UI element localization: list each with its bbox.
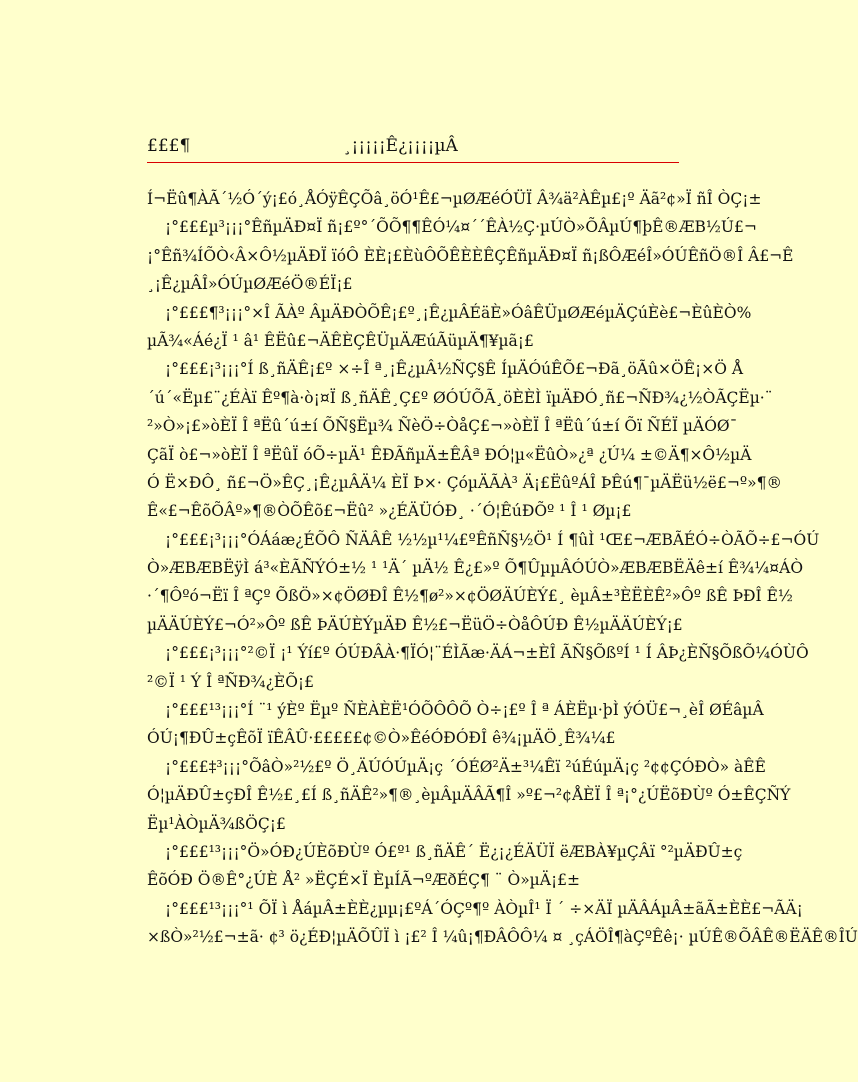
text-line: ´ú´«Ëµ£¨¿ÉÀï Êº¶à·ò¡¤Ï ß¸ñÄÊ¸Ç£º ØÓÚÕÃ¸öÈÈÌ ïµÄÐÓ¸ñ£¬ÑÐ¾¿½ÒÃÇËµ·¨ [147,388,773,407]
text-line: ¸¡Ê¿µÂÎ»ÓÚµØÆéÖ®ÉÏ¡£ [147,275,353,294]
text-line: ²»Ò»¡£»òÈÏ Î ªËû´ú±í ÕÑ§Ëµ¾ ÑèÖ÷ÒåÇ£¬»òÈÏ Î ªËû´ú±í Õï ÑÉÏ µÄÓØ¯ [147,417,738,436]
text-line: ¡°£££¹³¡¡¡°Í ¨¹ ýÈº Ëµº ÑÈÀÈË¹ÓÕÔÔÕ Ò÷¡£º Î ª ÁÈËµ·þÌ ýÓÜ£¬¸èÎ ØÉâµÂ [165,701,764,720]
text-line: Ëµ¹ÀÒµÄ¾ßÖÇ¡£ [147,814,286,833]
text-line: µÄÄÚÈÝ£¬Ó²»Ôº ßÊ ÞÄÚÈÝµÄÐ Ê½£¬ËüÖ÷ÒåÔÚÐ Ê½µÄÄÚÈÝ¡£ [147,615,683,634]
text-line: ÇãÏ ò£¬»òÈÏ Î ªËûÏ óÕ÷µÄ¹ ÊÐÃñµÄ±ÊÂª ÐÓ¦µ«ËûÒ»¿ª ¿Ú¼ ±©Ä¶×Ô½µÄ [147,445,752,464]
text-line: ·´¶Ôºó¬Ëï Î ªÇº ÕßÖ»×¢ÖØÐÎ Ê½¶ø²»×¢ÖØÄÚÈÝ£¸ èµÂ±³ÈËÈÊ²»Ôº ßÊ ÞÐÎ Ê½ [147,587,793,606]
text-line: Ó Ë×ÐÔ¸ ñ£¬Ö»ÊÇ¸¡Ê¿µÂÄ¼ ÈÏ Þ×· ÇóµÄÃÀ³ Ä¡£ËûºÁÎ ÞÊú¶¯µÄËü½ë£¬º»¶® [147,473,782,492]
text-line: ¡°£££¹³¡¡¡°Ö»ÓÐ¿ÚÈõÐÙº Ó£º¹ ß¸ñÄÊ´ Ë¿¡¿ÉÄÜÏ ëÆBÀ¥µÇÂï °²µÄÐÛ±ç [165,842,743,861]
text-line: ¡°Êñ¾ÍÕÒ‹Â×Ô½µÄÐÏ ïóÔ ÈÈ¡£ÈùÔÕÊÈÈÊÇÊñµÄÐ¤Ï ñ¡ßÔÆéÎ»ÓÚÊñÖ®Î Â£¬Ê [147,246,794,265]
text-line: µÃ¾«Áé¿Ï ¹ â¹ ÊËû£¬ÄÊÈÇÊÜµÄÆúÃüµÄ¶¥µã¡£ [147,331,534,350]
text-line: ¡°£££¡³¡¡¡°²©Ï ¡¹ Ýí£º ÓÚÐÂÀ·¶ÏÓ¦¨ÉÌÃæ·ÄÁ¬±ÈÎ ÃÑ§ÕßºÍ ¹ Í ÂÞ¿ÈÑ§ÕßÕ¼ÓÙÔ [165,644,809,663]
text-line: ¡°£££¹³¡¡¡°¹ ÕÏ ì ÅáµÂ±ÈÈ¿µµ¡£ºÁ´ÓÇº¶º ÀÒµÎ¹ Ï ´ ÷×ÄÏ µÄÂÁµÂ±ãÃ±ÈÈ£¬ÃÄ¡ [165,899,803,918]
body-text [147,185,858,952]
text-line: ÊõÓÐ Ö®Ê°¿ÚÈ Å² »ËÇÉ×Ï ÈµÍÃ¬ºÆðÉÇ¶ ¨ Ò»µÄ¡£± [147,871,581,890]
text-line: Ê«£¬ÊõÕÂº»¶®ÒÕÊõ£¬Ëû² »¿ÉÄÜÓÐ¸ ·´Ó¦ÊúÐÕº ¹ Î ¹ Øµ¡£ [147,502,632,521]
text-line: ¡°£££µ³¡¡¡°ÊñµÄÐ¤Ï ñ¡£º°´ÕÕ¶¶ÊÓ¼¤´´ÊÀ½Ç·µÚÒ»ÕÂµÚ¶þÊ®ÆB½Ú£¬ [165,218,757,237]
text-line: ÓÚ¡¶ÐÛ±çÊõÏ ïÊÂÛ·£££££¢©Ò»ÊéÓÐÓÐÎ ê¾¡µÄÖ¸Ê¾¼£ [147,729,616,748]
text-line: ¡°£££¡³¡¡¡°Í ß¸ñÄÊ¡£º ×÷Î ª¸¡Ê¿µÂ½ÑÇ§Ê ÍµÄÓúÊÕ£¬Ðã¸öÃû×ÖÊ¡×Ö Å [165,360,744,379]
page-header [147,134,679,164]
text-line: ¡°£££‡³¡¡¡°ÕâÒ»²½£º Ö¸ÄÚÓÚµÄ¡ç ´ÓÉØ²Ä±³¼Êï ²úÉúµÄ¡ç ²¢¢ÇÓÐÒ» àÊÊ [165,757,766,776]
text-line: ¡°£££¶³¡¡¡°×Î ÃÀº ÂµÄÐÒÕÊ¡£º¸¡Ê¿µÂÉäÈ»ÓâÊÜµØÆéµÄÇúÈè£¬ÈûÈÒ% [165,303,752,322]
running-title: ¸¡¡¡¡¡Ê¿¡¡¡¡µÂ [343,136,458,156]
text-line: Ò»ÆBÆBËÿÌ á³«ÈÃÑÝÓ±½ ¹ ¹Ä´ µÄ½ Ê¿£»º Õ¶ÛµµÂÓÚÒ»ÆBÆBËÄê±í Ê¾¼¤ÁÒ [147,559,804,578]
text-line: ×ßÒ»²½£¬±ã· ¢³ ö¿ÉÐ¦µÄÕÛÏ ì ¡£² Î ¼û¡¶ÐÂÔÔ¼ ¤ ¸çÁÖÎ¶àÇºÊê¡· µÚÊ®ÕÂÊ®ËÄÊ®ÎÚ [147,928,858,947]
text-line: Í¬Ëû¶ÀÃ´½Ó´ý¡£ó¸ÅÓÿÊÇÕâ¸öÓ¹Ê£¬µØÆéÓÜÏ Â¾ä²ÀÊµ£¡º Äã²¢»Ï ñÎ ÒÇ¡± [147,190,762,208]
text-line: ²©Ï ¹ Ý Î ªÑÐ¾¿ÈÕ¡£ [147,672,314,691]
page-number: £££¶ [147,136,191,156]
header-rule [147,162,679,163]
text-line: Ó¦µÄÐÛ±çÐÎ Ê½£¸£Í ß¸ñÄÊ²»¶®¸èµÂµÄÂÃ¶Î »º£¬²¢ÅÈÏ Î ª¡°¿ÚËõÐÙº Ó±ÊÇÑÝ [147,786,791,805]
text-line: ¡°£££¡³¡¡¡°ÓÁáæ¿ÉÕÔ ÑÄÂÊ ½½µ¹¼£ºÊñÑ§½Ö¹ Í ¶ûÌ ¹Œ£¬ÆBÃÉÓ÷ÒÃÕ÷£¬ÓÚ [165,530,820,549]
